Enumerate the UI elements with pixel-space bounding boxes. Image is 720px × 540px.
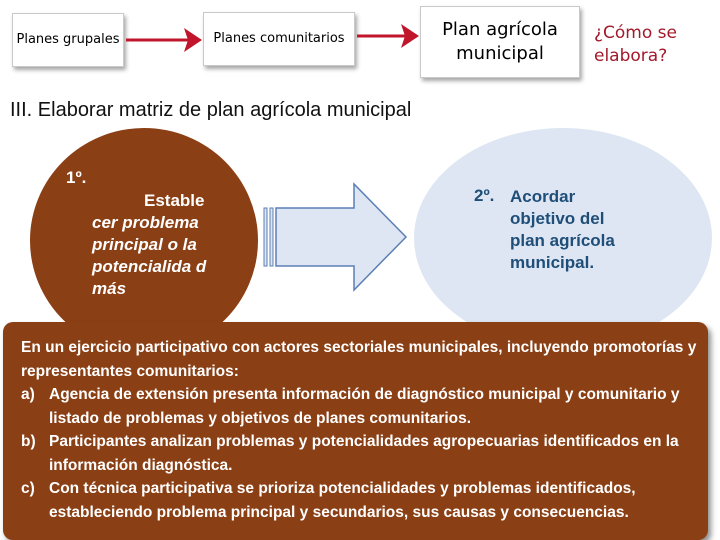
- red-right-arrow-icon: [357, 18, 421, 54]
- info-item-text: Participantes analizan problemas y potencialidades agropecuarias identificados en la información diagnóstica.: [49, 433, 679, 474]
- info-list-item: [21, 383, 698, 430]
- info-list-item: [21, 430, 698, 477]
- info-item-marker: c): [21, 480, 35, 497]
- info-item-marker: b): [21, 433, 36, 450]
- info-panel: [3, 322, 708, 540]
- step1-text-verb: Estable: [144, 191, 205, 210]
- flow-box-planes-grupales-label: Planes grupales: [16, 32, 120, 48]
- step1-text-rest: cer problema principal o la potencialida d más: [92, 213, 207, 298]
- step1-circle: [30, 128, 258, 353]
- flow-box-planes-grupales: [12, 13, 124, 67]
- flow-box-planes-comunitarios: [203, 12, 355, 66]
- info-list: [21, 383, 698, 524]
- red-right-arrow-icon: [126, 22, 204, 58]
- step1-text: [92, 190, 242, 300]
- step2-number: 2º.: [474, 186, 495, 205]
- step1-number: 1º.: [66, 168, 87, 187]
- info-list-item: [21, 477, 698, 524]
- step2-text: Acordar objetivo del plan agrícola municipal.: [510, 187, 615, 272]
- info-item-text: Con técnica participativa se prioriza potencialidades y problemas identificados, estableciendo problema principal y secundarios, sus causas y consecuencias.: [49, 480, 636, 521]
- blue-right-block-arrow-icon: [262, 178, 412, 298]
- info-intro: En un ejercicio participativo con actores sectoriales municipales, incluyendo promotorías y representantes comunitarios:: [21, 339, 697, 380]
- info-item-marker: a): [21, 386, 35, 403]
- info-item-text: Agencia de extensión presenta información de diagnóstico municipal y comunitario y listado de problemas y objetivos de planes comunitarios.: [49, 386, 680, 427]
- flow-box-planes-comunitarios-label: Planes comunitarios: [213, 31, 345, 47]
- section-title: III. Elaborar matriz de plan agrícola municipal: [10, 99, 412, 121]
- flow-box-plan-agricola-municipal-label: Plan agrícola municipal: [442, 18, 558, 64]
- question-text: ¿Cómo se elabora?: [594, 23, 677, 66]
- flow-box-plan-agricola-municipal: [420, 6, 580, 78]
